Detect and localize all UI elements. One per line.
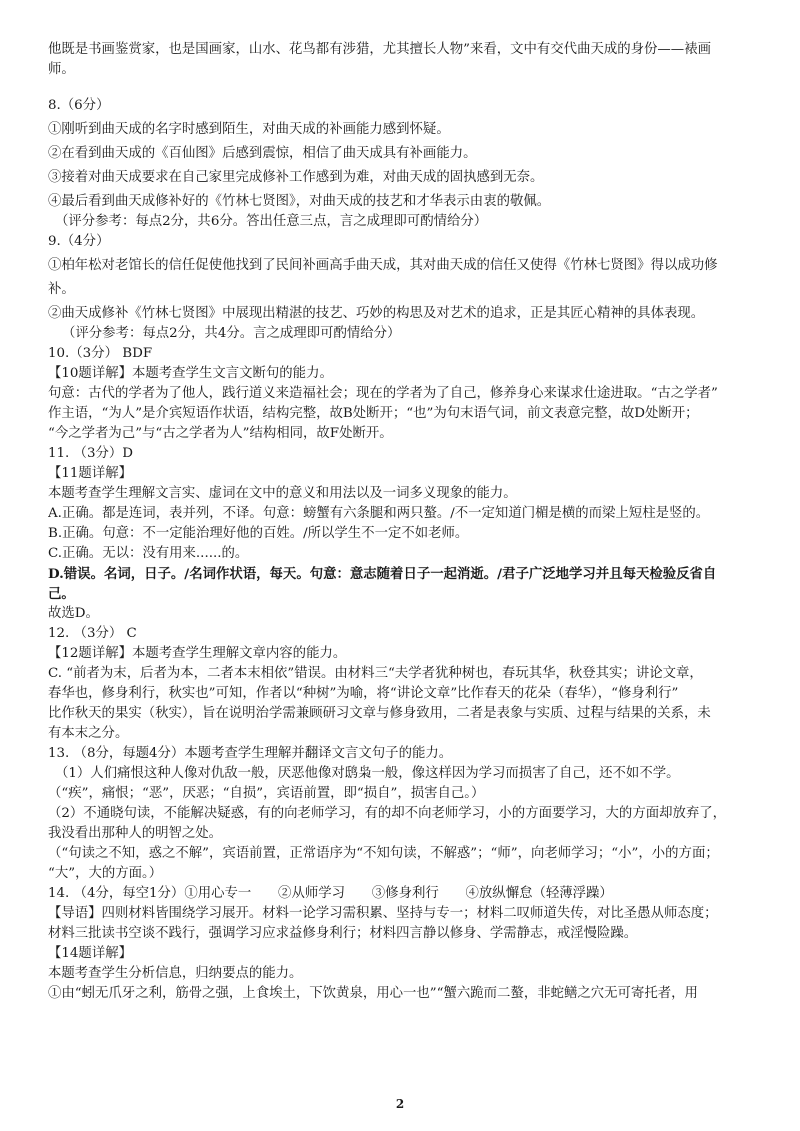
q12-explain-1: C. “前者为末，后者为本，二者本末相依”错误。由材料三“夫学者犹种树也，春玩其华，秋登其实；讲论文章， bbox=[48, 666, 703, 681]
q12-title: 12. （3分） C bbox=[48, 626, 137, 641]
q8-scoring-note: （评分参考：每点2分，共6分。答出任意三点，言之成理即可酌情给分） bbox=[55, 214, 488, 229]
q8-point-4: ④最后看到曲天成修补好的《竹林七贤图》，对曲天成的技艺和才华表示由衷的敬佩。 bbox=[48, 194, 551, 209]
q13-note-2: （“句读之不知，惑之不解”，宾语前置，正常语序为“不知句读，不解惑”；“师”，向老师学习；“小”，小的方面； bbox=[48, 846, 719, 861]
q13-title: 13. （8分，每题4分）本题考查学生理解并翻译文言文句子的能力。 bbox=[48, 746, 453, 761]
q14-title: 14. （4分，每空1分）①用心专一 ②从师学习 ③修身利行 ④放纵懈怠（轻薄浮躁） bbox=[48, 886, 613, 901]
q13-note-1: （“疾”，痛恨；“恶”，厌恶；“自损”，宾语前置，即“损自”，损害自己。） bbox=[48, 786, 485, 801]
q12-explain-2: 春华也，修身利行，秋实也”可知，作者以“种树”为喻，将“讲论文章”比作春天的花朵（春华），“修身利行” bbox=[48, 686, 679, 701]
q11-intro: 本题考查学生理解文言实、虚词在文中的意义和用法以及一词多义现象的能力。 bbox=[48, 486, 517, 501]
q11-option-d: D.错误。名词，日子。/名词作状语，每天。句意：意志随着日子一起消逝。/君子广泛地学习并且每天检验反省自 bbox=[48, 566, 717, 582]
q14-heading: 【14题详解】 bbox=[48, 946, 132, 961]
q14-explain-1: ①由“蚓无爪牙之利，筋骨之强，上食埃土，下饮黄泉，用心一也”“蟹六跪而二螯，非蛇鳝之穴无可寄托者，用 bbox=[48, 986, 698, 1001]
q10-explain-1: 句意：古代的学者为了他人，践行道义来造福社会；现在的学者为了自己，修养身心来谋求仕途进取。“古之学者” bbox=[48, 386, 718, 401]
q11-heading: 【11题详解】 bbox=[48, 466, 132, 481]
q11-option-d-cont: 己。 bbox=[48, 586, 75, 602]
q8-point-2: ②在看到曲天成的《百仙图》后感到震惊，相信了曲天成具有补画能力。 bbox=[48, 146, 477, 161]
q14-intro: 本题考查学生分析信息，归纳要点的能力。 bbox=[48, 966, 303, 981]
intro-line-1: 他既是书画鉴赏家，也是国画家，山水、花鸟都有涉猎，尤其擅长人物”来看，文中有交代曲天成的身份——裱画 bbox=[48, 42, 711, 57]
q9-point-1: ①柏年松对老馆长的信任促使他找到了民间补画高手曲天成，其对曲天成的信任又使得《竹林七贤图》得以成功修 bbox=[48, 258, 718, 273]
q8-point-1: ①刚听到曲天成的名字时感到陌生，对曲天成的补画能力感到怀疑。 bbox=[48, 122, 450, 137]
q13-translation-2: （2）不通晓句读，不能解决疑惑，有的向老师学习，有的却不向老师学习，小的方面要学习，大的方面却放弃了， bbox=[48, 806, 727, 821]
q8-title: 8.（6分） bbox=[48, 98, 110, 113]
q11-option-b: B.正确。句意：不一定能治理好他的百姓。/所以学生不一定不如老师。 bbox=[48, 526, 469, 541]
q9-title: 9.（4分） bbox=[48, 234, 110, 249]
page-number: 2 bbox=[395, 1097, 405, 1111]
q12-explain-3: 比作秋天的果实（秋实），旨在说明治学需兼顾研习文章与修身致用，二者是表象与实质、过程与结果的关系，未 bbox=[48, 706, 711, 721]
q12-explain-4: 有本末之分。 bbox=[48, 726, 129, 741]
q9-point-2: ②曲天成修补《竹林七贤图》中展现出精湛的技艺、巧妙的构思及对艺术的追求，正是其匠心精神的具体表现。 bbox=[48, 306, 705, 321]
q10-title: 10.（3分） BDF bbox=[48, 346, 153, 361]
q11-option-a: A.正确。都是连词，表并列，不译。句意：螃蟹有六条腿和两只螯。/不一定知道门楣是横的而梁上短柱是竖的。 bbox=[48, 506, 710, 521]
q13-translation-1: （1）人们痛恨这种人像对仇敌一般，厌恶他像对鸱枭一般，像这样因为学习而损害了自己，还不如不学。 bbox=[55, 766, 680, 781]
intro-line-2: 师。 bbox=[48, 62, 75, 77]
q13-note-2-cont: “大”，大的方面。） bbox=[48, 866, 163, 881]
q10-explain-2: 作主语，“为人”是介宾短语作状语，结构完整，故B处断开；“也”为句末语气词，前文表意完整，故D处断开； bbox=[48, 406, 699, 421]
q11-conclusion: 故选D。 bbox=[48, 606, 99, 621]
q14-guide-1: 【导语】四则材料皆围绕学习展开。材料一论学习需积累、坚持与专一；材料二叹师道失传，对比圣愚从师态度； bbox=[48, 906, 718, 921]
q13-translation-2-cont: 我没看出那种人的明智之处。 bbox=[48, 826, 223, 841]
q14-guide-2: 材料三批读书空谈不践行，强调学习应求益修身利行；材料四言静以修身、学需静志，戒淫慢险躁。 bbox=[48, 926, 638, 941]
q11-title: 11. （3分）D bbox=[48, 446, 133, 461]
q9-point-1-cont: 补。 bbox=[48, 282, 75, 297]
q11-option-c: C.正确。无以：没有用来......的。 bbox=[48, 546, 249, 561]
q10-heading: 【10题详解】本题考查学生文言文断句的能力。 bbox=[48, 366, 333, 381]
document-page bbox=[48, 40, 760, 1004]
q8-point-3: ③接着对曲天成要求在自己家里完成修补工作感到为难，对曲天成的固执感到无奈。 bbox=[48, 170, 544, 185]
q9-scoring-note: （评分参考：每点2分，共4分。言之成理即可酌情给分） bbox=[62, 326, 401, 341]
spacer bbox=[48, 80, 760, 96]
q12-heading: 【12题详解】本题考查学生理解文章内容的能力。 bbox=[48, 646, 347, 661]
q10-explain-3: “今之学者为己”与“古之学者为人”结构相同，故F处断开。 bbox=[48, 426, 393, 441]
